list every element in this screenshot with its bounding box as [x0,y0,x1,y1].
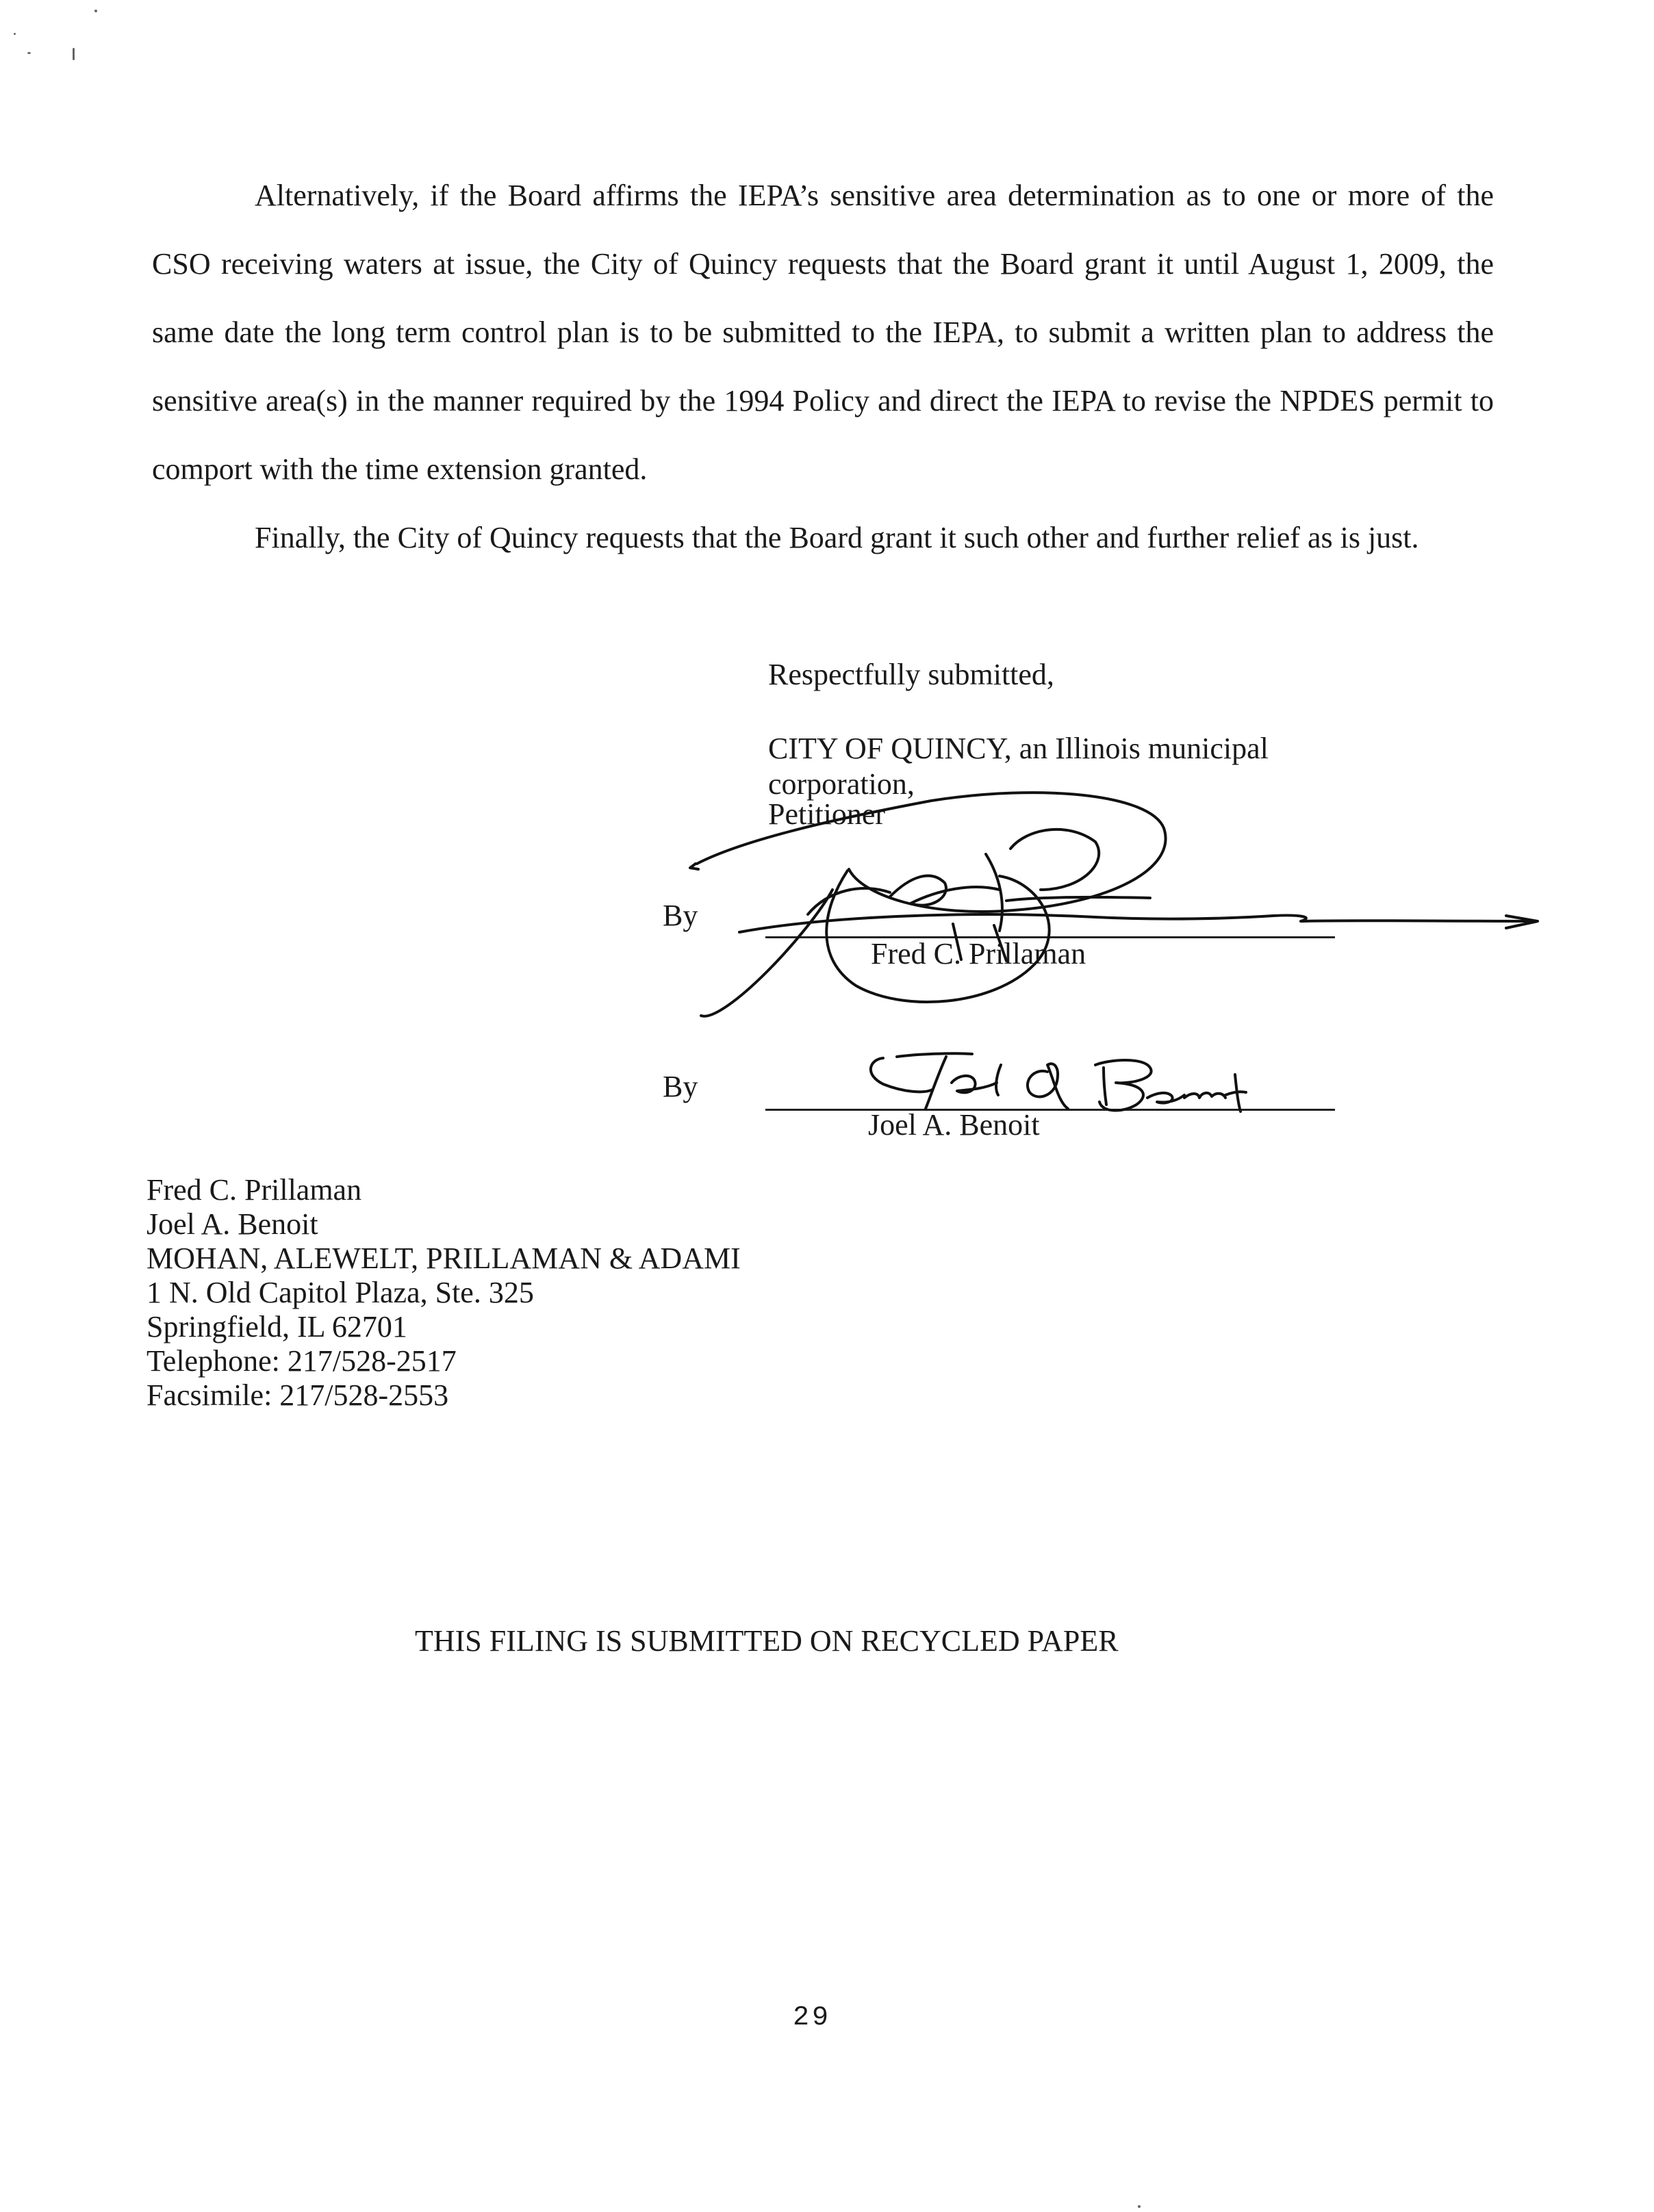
signature-stroke [1006,897,1150,901]
signer-name-first: Fred C. Prillaman [871,937,1086,970]
signature-stroke [952,1076,997,1092]
scan-speck [73,48,75,60]
facsimile-number: Facsimile: 217/528-2553 [147,1378,449,1412]
signature-stroke [1147,1093,1184,1103]
signature-line-second [765,1109,1335,1111]
attorney-name: Joel A. Benoit [147,1207,318,1241]
signature-stroke [1010,830,1099,890]
signature-stroke [739,914,1534,932]
party-name-line: CITY OF QUINCY, an Illinois municipal [768,732,1269,765]
signature-stroke [1184,1093,1225,1098]
party-role-line: Petitioner [768,797,886,831]
signature-stroke [986,854,1002,931]
signature-stroke [1104,1068,1106,1105]
telephone-number: Telephone: 217/528-2517 [147,1344,457,1378]
signature-stroke [1506,916,1538,928]
party-type-line: corporation, [768,767,915,801]
signature-stroke [1235,1075,1240,1111]
street-address: 1 N. Old Capitol Plaza, Ste. 325 [147,1276,534,1309]
scan-speck [27,52,31,54]
signature-stroke [1225,1092,1246,1095]
by-label-second: By [663,1070,698,1103]
party-designation [768,728,1384,830]
scan-speck [94,10,97,12]
page-number: 29 [793,2003,832,2033]
law-firm-name: MOHAN, ALEWELT, PRILLAMAN & ADAMI [147,1242,741,1275]
attorney-contact-block [147,1173,741,1413]
signature-stroke [690,864,698,869]
signature-stroke [871,1058,932,1092]
scan-speck [1138,2205,1141,2208]
by-label-first: By [663,899,698,932]
attorney-name: Fred C. Prillaman [147,1173,362,1207]
body-paragraph-alternative-relief: Alternatively, if the Board affirms the IEPA’s sensitive area determination as to one or more of the CSO receiving waters at issue, the City of Quincy requests that the Board grant it until August 1, 2009, the same date the long term control plan is to be submitted to the IEPA, to submit a written plan to address the sensitive area(s) in the manner required by the 1994 Policy and direct the IEPA to revise the NPDES permit to comport with the time extension granted. [152,179,1494,486]
signer-name-second: Joel A. Benoit [868,1108,1040,1142]
city-state-zip: Springfield, IL 62701 [147,1310,407,1343]
signature-stroke [1028,1064,1068,1109]
closing-salutation: Respectfully submitted, [768,658,1054,691]
signature-stroke [808,888,890,914]
signature-stroke [701,890,832,1016]
body-paragraph-further-relief: Finally, the City of Quincy requests that the Board grant it such other and further relief as is just. [255,521,1419,554]
signature-stroke [926,1057,946,1109]
scan-speck [14,33,16,35]
signature-stroke [890,876,1000,905]
signature-stroke [1095,1060,1152,1111]
recycled-paper-notice: THIS FILING IS SUBMITTED ON RECYCLED PAPER [415,1624,1119,1658]
signature-stroke [897,1053,972,1057]
signature-stroke [996,1065,1001,1095]
